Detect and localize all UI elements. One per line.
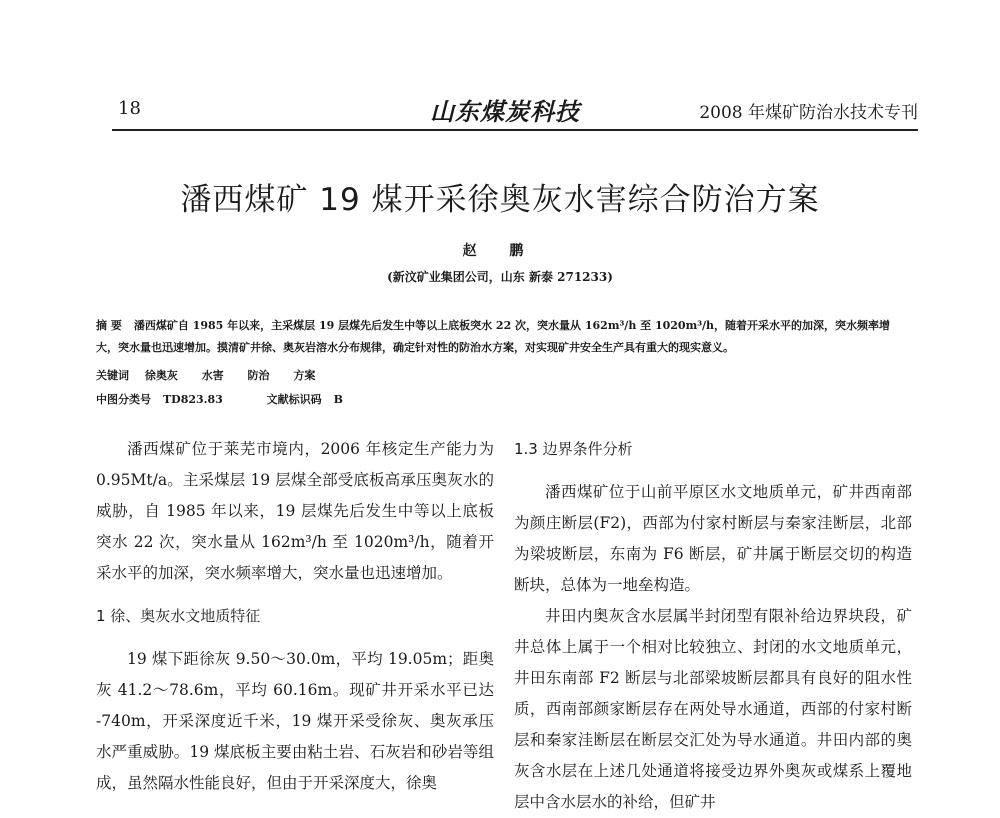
author: 赵 鹏 xyxy=(462,243,538,259)
keyword: 防治 xyxy=(247,369,270,382)
abstract-text: 潘西煤矿自 1985 年以来，主采煤层 19 层煤先后发生中等以上底板突水 22 次，突水量从 162m³/h 至 1020m³/h，随着开采水平的加深，突水频率增大，突水量也迅速增加。摸清矿井徐、奥灰岩溶水分布规律，确定针对性的防治水方案，对实现矿井安全生产具有重大的现实意义。 xyxy=(96,319,891,354)
classification xyxy=(96,389,906,411)
section-1-3-paragraph: 潘西煤矿位于山前平原区水文地质单元，矿井西南部为颜庄断层(F2)，西部为付家村断层与秦家洼断层，北部为梁坡断层，东南为 F6 断层，矿井属于断层交切的构造断块，总体为一地垒构造。 xyxy=(514,483,912,594)
abstract xyxy=(96,315,906,359)
section-1-heading: 1 徐、奥灰水文地质特征 xyxy=(96,607,261,625)
abstract-label: 摘 要 xyxy=(96,319,122,332)
clc-code: TD823.83 xyxy=(163,393,223,406)
section-1-3-heading: 1.3 边界条件分析 xyxy=(514,440,633,458)
right-column xyxy=(514,434,912,818)
clc-label: 中图分类号 xyxy=(96,393,151,406)
article-title: 潘西煤矿 19 煤开采徐奥灰水害综合防治方案 xyxy=(180,182,820,218)
doc-code-label: 文献标识码 xyxy=(266,393,322,406)
issue-title: 2008 年煤矿防治水技术专刊 xyxy=(699,103,918,123)
section-1-3-paragraph: 井田内奥灰含水层属半封闭型有限补给边界块段，矿井总体上属于一个相对比较独立、封闭的水文地质单元，井田东南部 F2 断层与北部梁坡断层都具有良好的阻水性质，西南部颜家断层存在两处导水通道，西部的付家村断层和秦家洼断层在断层交汇处为导水通道。井田内部的奥灰含水层在上述几处通道将接受边界外奥灰或煤系上覆地层中含水层水的补给，但矿井 xyxy=(514,607,912,811)
affiliation: (新汶矿业集团公司，山东 新泰 271233) xyxy=(387,270,613,284)
keyword: 水害 xyxy=(201,369,224,382)
keywords-label: 关键词 xyxy=(96,369,129,382)
intro-paragraph: 潘西煤矿位于莱芜市境内，2006 年核定生产能力为 0.95Mt/a。主采煤层 19 层煤全部受底板高承压奥灰水的威胁，自 1985 年以来，19 层煤先后发生中等以上底板突水 22 次，突水量从 162m³/h 至 1020m³/h，随着开采水平的加深，突水频率增大，突水量也迅速增加。 xyxy=(96,440,494,582)
journal-name: 山东煤炭科技 xyxy=(430,97,580,126)
header-bar xyxy=(112,92,918,132)
section-1-paragraph: 19 煤下距徐灰 9.50～30.0m，平均 19.05m；距奥灰 41.2～78.6m，平均 60.16m。现矿井开采水平已达 -740m，开采深度近千米，19 煤开采受徐灰、奥灰承压水严重威胁。19 煤底板主要由粘土岩、石灰岩和砂岩等组成，虽然隔水性能良好，但由于开采深度大，徐奥 xyxy=(96,650,494,792)
keywords xyxy=(96,365,906,387)
header-rule xyxy=(112,129,918,131)
left-column xyxy=(96,434,494,799)
keyword: 徐奥灰 xyxy=(144,369,178,382)
keyword: 方案 xyxy=(293,369,316,382)
doc-code: B xyxy=(333,393,343,406)
page-number: 18 xyxy=(118,98,141,119)
